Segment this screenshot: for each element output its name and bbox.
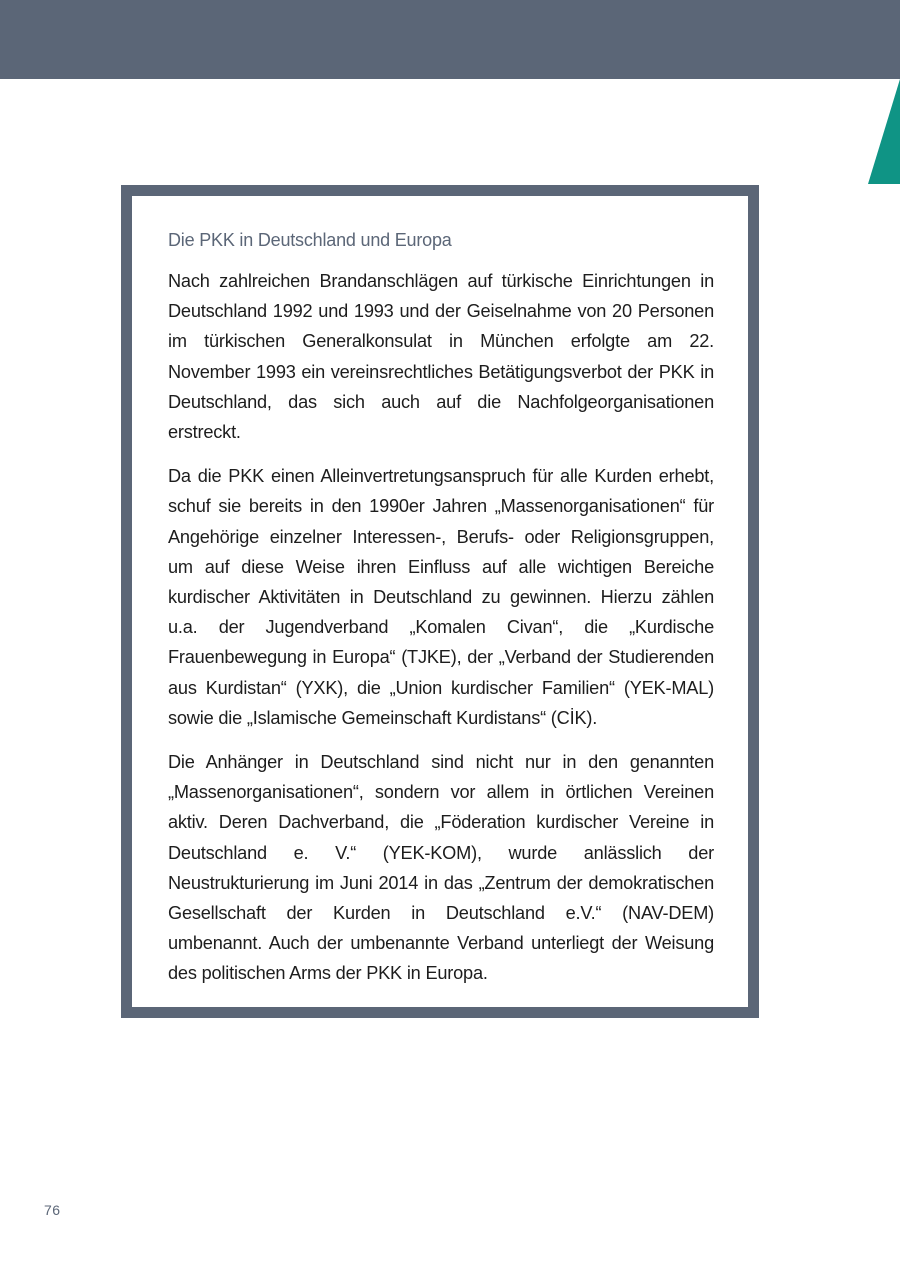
chapter-marker-icon — [868, 79, 900, 184]
info-box-title: Die PKK in Deutschland und Europa — [168, 230, 452, 250]
paragraph: Die Anhänger in Deutschland sind nicht nur in den genannten „Massenorganisationen“, sondern vor allem in örtlichen Vereinen aktiv. Deren Dachverband, die „Föderation kurdischer Vereine in Deutschland e. V.“ (YEK-KOM), wurde anlässlich der Neustrukturierung im Juni 2014 in das „Zentrum der demokratischen Gesellschaft der Kurden in Deutschland e.V.“ (NAV-DEM) umbenannt. Auch der umbenannte Verband unterliegt der Weisung des politischen Arms der PKK in Europa. — [168, 752, 714, 984]
page-number: 76 — [44, 1202, 61, 1218]
header-band — [0, 0, 900, 79]
paragraph: Da die PKK einen Alleinvertretungsanspruch für alle Kurden erhebt, schuf sie bereits in den 1990er Jahren „Massenorganisationen“ für Angehörige einzelner Interessen-, Berufs- oder Religionsgruppen, um auf diese Weise ihren Einfluss auf alle wichtigen Bereiche kurdischer Aktivitäten in Deutschland zu gewinnen. Hierzu zählen u.a. der Jugendverband „Komalen Civan“, die „Kurdische Frauenbewegung in Europa“ (TJKE), der „Verband der Studierenden aus Kurdistan“ (YXK), die „Union kurdischer Familien“ (YEK-MAL) sowie die „Islamische Gemeinschaft Kurdistans“ (CİK). — [168, 466, 714, 728]
info-box-content — [168, 226, 714, 1003]
paragraph: Nach zahlreichen Brandanschlägen auf türkische Einrichtungen in Deutschland 1992 und 1993 und der Geiselnahme von 20 Personen im türkischen Generalkonsulat in München erfolgte am 22. November 1993 ein vereinsrechtliches Betätigungsverbot der PKK in Deutschland, das sich auch auf die Nachfolgeorganisationen erstreckt. — [168, 271, 714, 443]
info-box — [121, 185, 759, 1018]
